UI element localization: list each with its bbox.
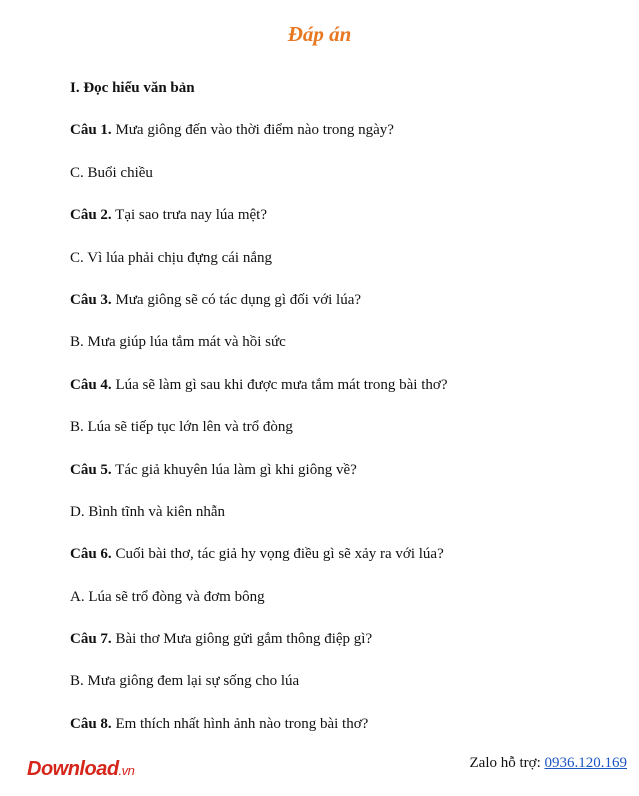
- question-text: Mưa giông đến vào thời điểm nào trong ngày?: [115, 122, 394, 139]
- answer-content: [70, 78, 630, 756]
- question-label: Câu 3.: [70, 291, 112, 308]
- download-vn-logo[interactable]: [27, 758, 134, 781]
- question-4: [70, 375, 630, 395]
- question-6: [70, 544, 630, 564]
- answer-6: A. Lúa sẽ trổ đòng và đơm bông: [70, 588, 265, 605]
- question-label: Câu 8.: [70, 715, 112, 732]
- question-label: Câu 6.: [70, 546, 112, 563]
- question-3: [70, 290, 630, 310]
- answer-1: C. Buổi chiều: [70, 164, 153, 181]
- question-5: [70, 460, 630, 480]
- question-1: [70, 120, 630, 140]
- question-label: Câu 2.: [70, 207, 112, 224]
- logo-text: Download: [27, 758, 119, 780]
- question-text: Tác giả khuyên lúa làm gì khi giông về?: [115, 461, 357, 478]
- answer-2: C. Vì lúa phải chịu đựng cái nắng: [70, 249, 272, 266]
- logo-suffix: .vn: [118, 763, 135, 778]
- support-phone-link[interactable]: 0936.120.169: [544, 755, 627, 771]
- section-heading: I. Đọc hiểu văn bản: [70, 80, 195, 96]
- question-text: Em thích nhất hình ảnh nào trong bài thơ?: [115, 715, 369, 732]
- question-text: Tại sao trưa nay lúa mệt?: [115, 207, 267, 224]
- question-label: Câu 1.: [70, 122, 112, 139]
- question-7: [70, 629, 630, 649]
- question-2: [70, 205, 630, 225]
- answer-7: B. Mưa giông đem lại sự sống cho lúa: [70, 673, 300, 690]
- question-label: Câu 4.: [70, 376, 112, 393]
- question-text: Mưa giông sẽ có tác dụng gì đối với lúa?: [115, 291, 362, 308]
- answer-3: B. Mưa giúp lúa tắm mát và hồi sức: [70, 334, 286, 351]
- question-8: [70, 714, 630, 734]
- answer-5: D. Bình tĩnh và kiên nhẫn: [70, 503, 225, 520]
- question-label: Câu 5.: [70, 461, 112, 478]
- question-label: Câu 7.: [70, 631, 112, 648]
- zalo-support: [470, 755, 628, 772]
- question-text: Bài thơ Mưa giông gửi gắm thông điệp gì?: [115, 631, 373, 648]
- page-title: Đáp án: [287, 22, 352, 46]
- question-text: Lúa sẽ làm gì sau khi được mưa tắm mát trong bài thơ?: [115, 376, 448, 393]
- answer-4: B. Lúa sẽ tiếp tục lớn lên và trổ đòng: [70, 419, 293, 436]
- question-text: Cuối bài thơ, tác giả hy vọng điều gì sẽ xảy ra với lúa?: [115, 546, 444, 563]
- support-label: Zalo hỗ trợ:: [469, 755, 541, 771]
